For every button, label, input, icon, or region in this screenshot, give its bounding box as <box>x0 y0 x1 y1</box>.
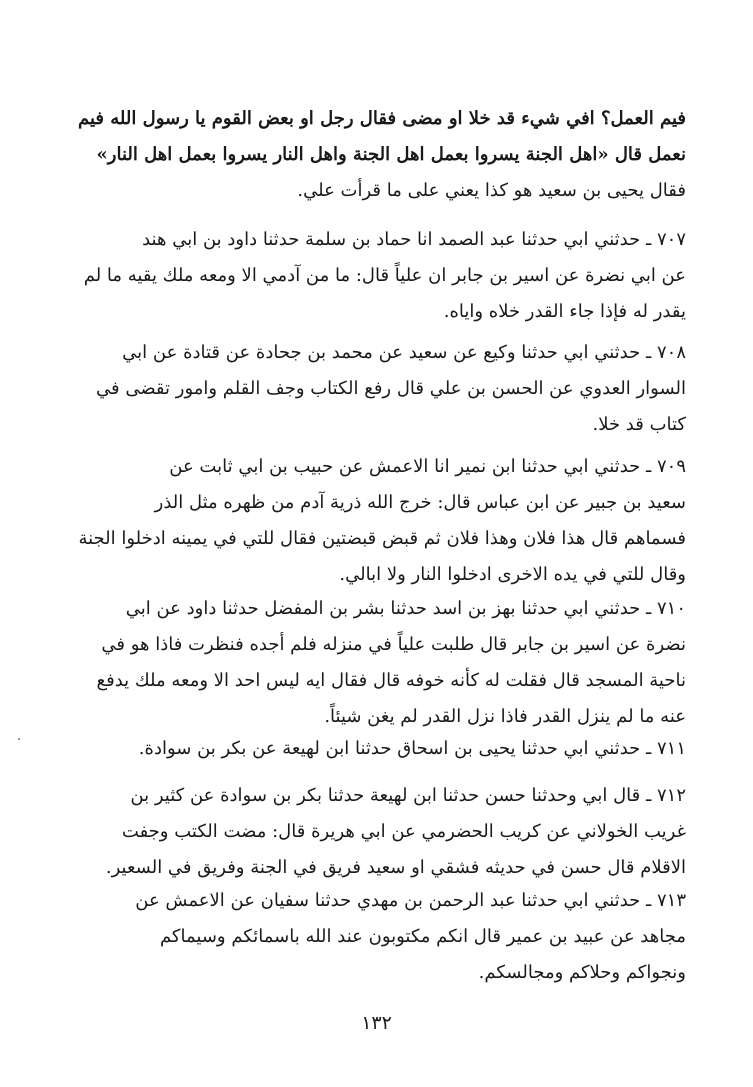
text-line: عنه ما لم ينزل القدر فاذا نزل القدر لم يغن شيئاً. <box>324 706 686 727</box>
text-line: ٧٠٧ ـ حدثني ابي حدثنا عبد الصمد انا حماد بن سلمة حدثنا داود بن ابي هند <box>142 229 686 250</box>
paragraph-707 <box>76 222 686 330</box>
paragraph-710 <box>76 591 686 735</box>
text-line: ٧٠٩ ـ حدثني ابي حدثنا ابن نمير انا الاعمش عن حبيب بن ابي ثابت عن <box>169 456 686 477</box>
text-line: عن ابي نضرة عن اسير بن جابر ان علياً قال: ما من آدمي الا ومعه ملك يقيه ما لم <box>83 265 686 286</box>
text-line: ونجواكم وحلاكم ومجالسكم. <box>478 962 686 983</box>
margin-dot <box>18 738 20 740</box>
text-line: سعيد بن جبير عن ابن عباس قال: خرج الله ذرية آدم من ظهره مثل الذر <box>154 492 686 513</box>
text-line: كتاب قد خلا. <box>592 414 686 435</box>
text-line: ناحية المسجد قال فقلت له كأنه خوفه قال فقال ايه ليس احد الا ومعه ملك يدفع <box>96 670 686 691</box>
text-line: ٧١٢ ـ قال ابي وحدثنا حسن حدثنا ابن لهيعة حدثنا بكر بن سوادة عن كثير بن <box>130 785 686 806</box>
text-line: ٧١٣ ـ حدثني ابي حدثنا عبد الرحمن بن مهدي حدثنا سفيان عن الاعمش عن <box>135 890 686 911</box>
text-line: يقدر له فإذا جاء القدر خلاه واياه. <box>443 301 686 322</box>
page-number: ١٣٢ <box>361 1012 392 1034</box>
text-line: ٧٠٨ ـ حدثني ابي حدثنا وكيع عن سعيد عن محمد بن جحادة عن قتادة عن ابي <box>122 342 686 363</box>
paragraph-intro <box>76 101 686 209</box>
text-line: السوار العدوي عن الحسن بن علي قال رفع الكتاب وجف القلم وامور تقضى في <box>95 378 686 399</box>
text-line: فسماهم قال هذا فلان وهذا فلان ثم قبض قبضتين فقال للتي في يمينه ادخلوا الجنة <box>78 528 686 549</box>
paragraph-712 <box>76 778 686 886</box>
paragraph-709 <box>76 449 686 593</box>
text-line: الاقلام قال حسن في حديثه فشقي او سعيد فريق في الجنة وفريق في السعير. <box>105 857 686 878</box>
paragraph-708 <box>76 335 686 443</box>
text-line: نضرة عن اسير بن جابر قال طلبت علياً في منزله فلم أجده فنظرت فاذا هو في <box>101 634 686 655</box>
paragraph-713 <box>76 883 686 991</box>
text-line: ٧١٠ ـ حدثني ابي حدثنا بهز بن اسد حدثنا بشر بن المفضل حدثنا داود عن ابي <box>125 598 686 619</box>
text-line: مجاهد عن عبيد بن عمير قال انكم مكتوبون عند الله باسمائكم وسيماكم <box>159 926 686 947</box>
text-line: نعمل قال «اهل الجنة يسروا بعمل اهل الجنة واهل النار يسروا بعمل اهل النار» <box>96 144 686 165</box>
text-line: وقال للتي في يده الاخرى ادخلوا النار ولا ابالي. <box>339 564 686 585</box>
text-line: فيم العمل؟ افي شيء قد خلا او مضى فقال رجل او بعض القوم يا رسول الله فيم <box>77 108 686 129</box>
text-line: فقال يحيى بن سعيد هو كذا يعني على ما قرأت علي. <box>297 180 686 201</box>
paragraph-711 <box>76 731 686 767</box>
text-line: غريب الخولاني عن كريب الحضرمي عن ابي هريرة قال: مضت الكتب وجفت <box>121 821 686 842</box>
text-line: ٧١١ ـ حدثني ابي حدثنا يحيى بن اسحاق حدثنا ابن لهيعة عن بكر بن سوادة. <box>138 738 686 759</box>
